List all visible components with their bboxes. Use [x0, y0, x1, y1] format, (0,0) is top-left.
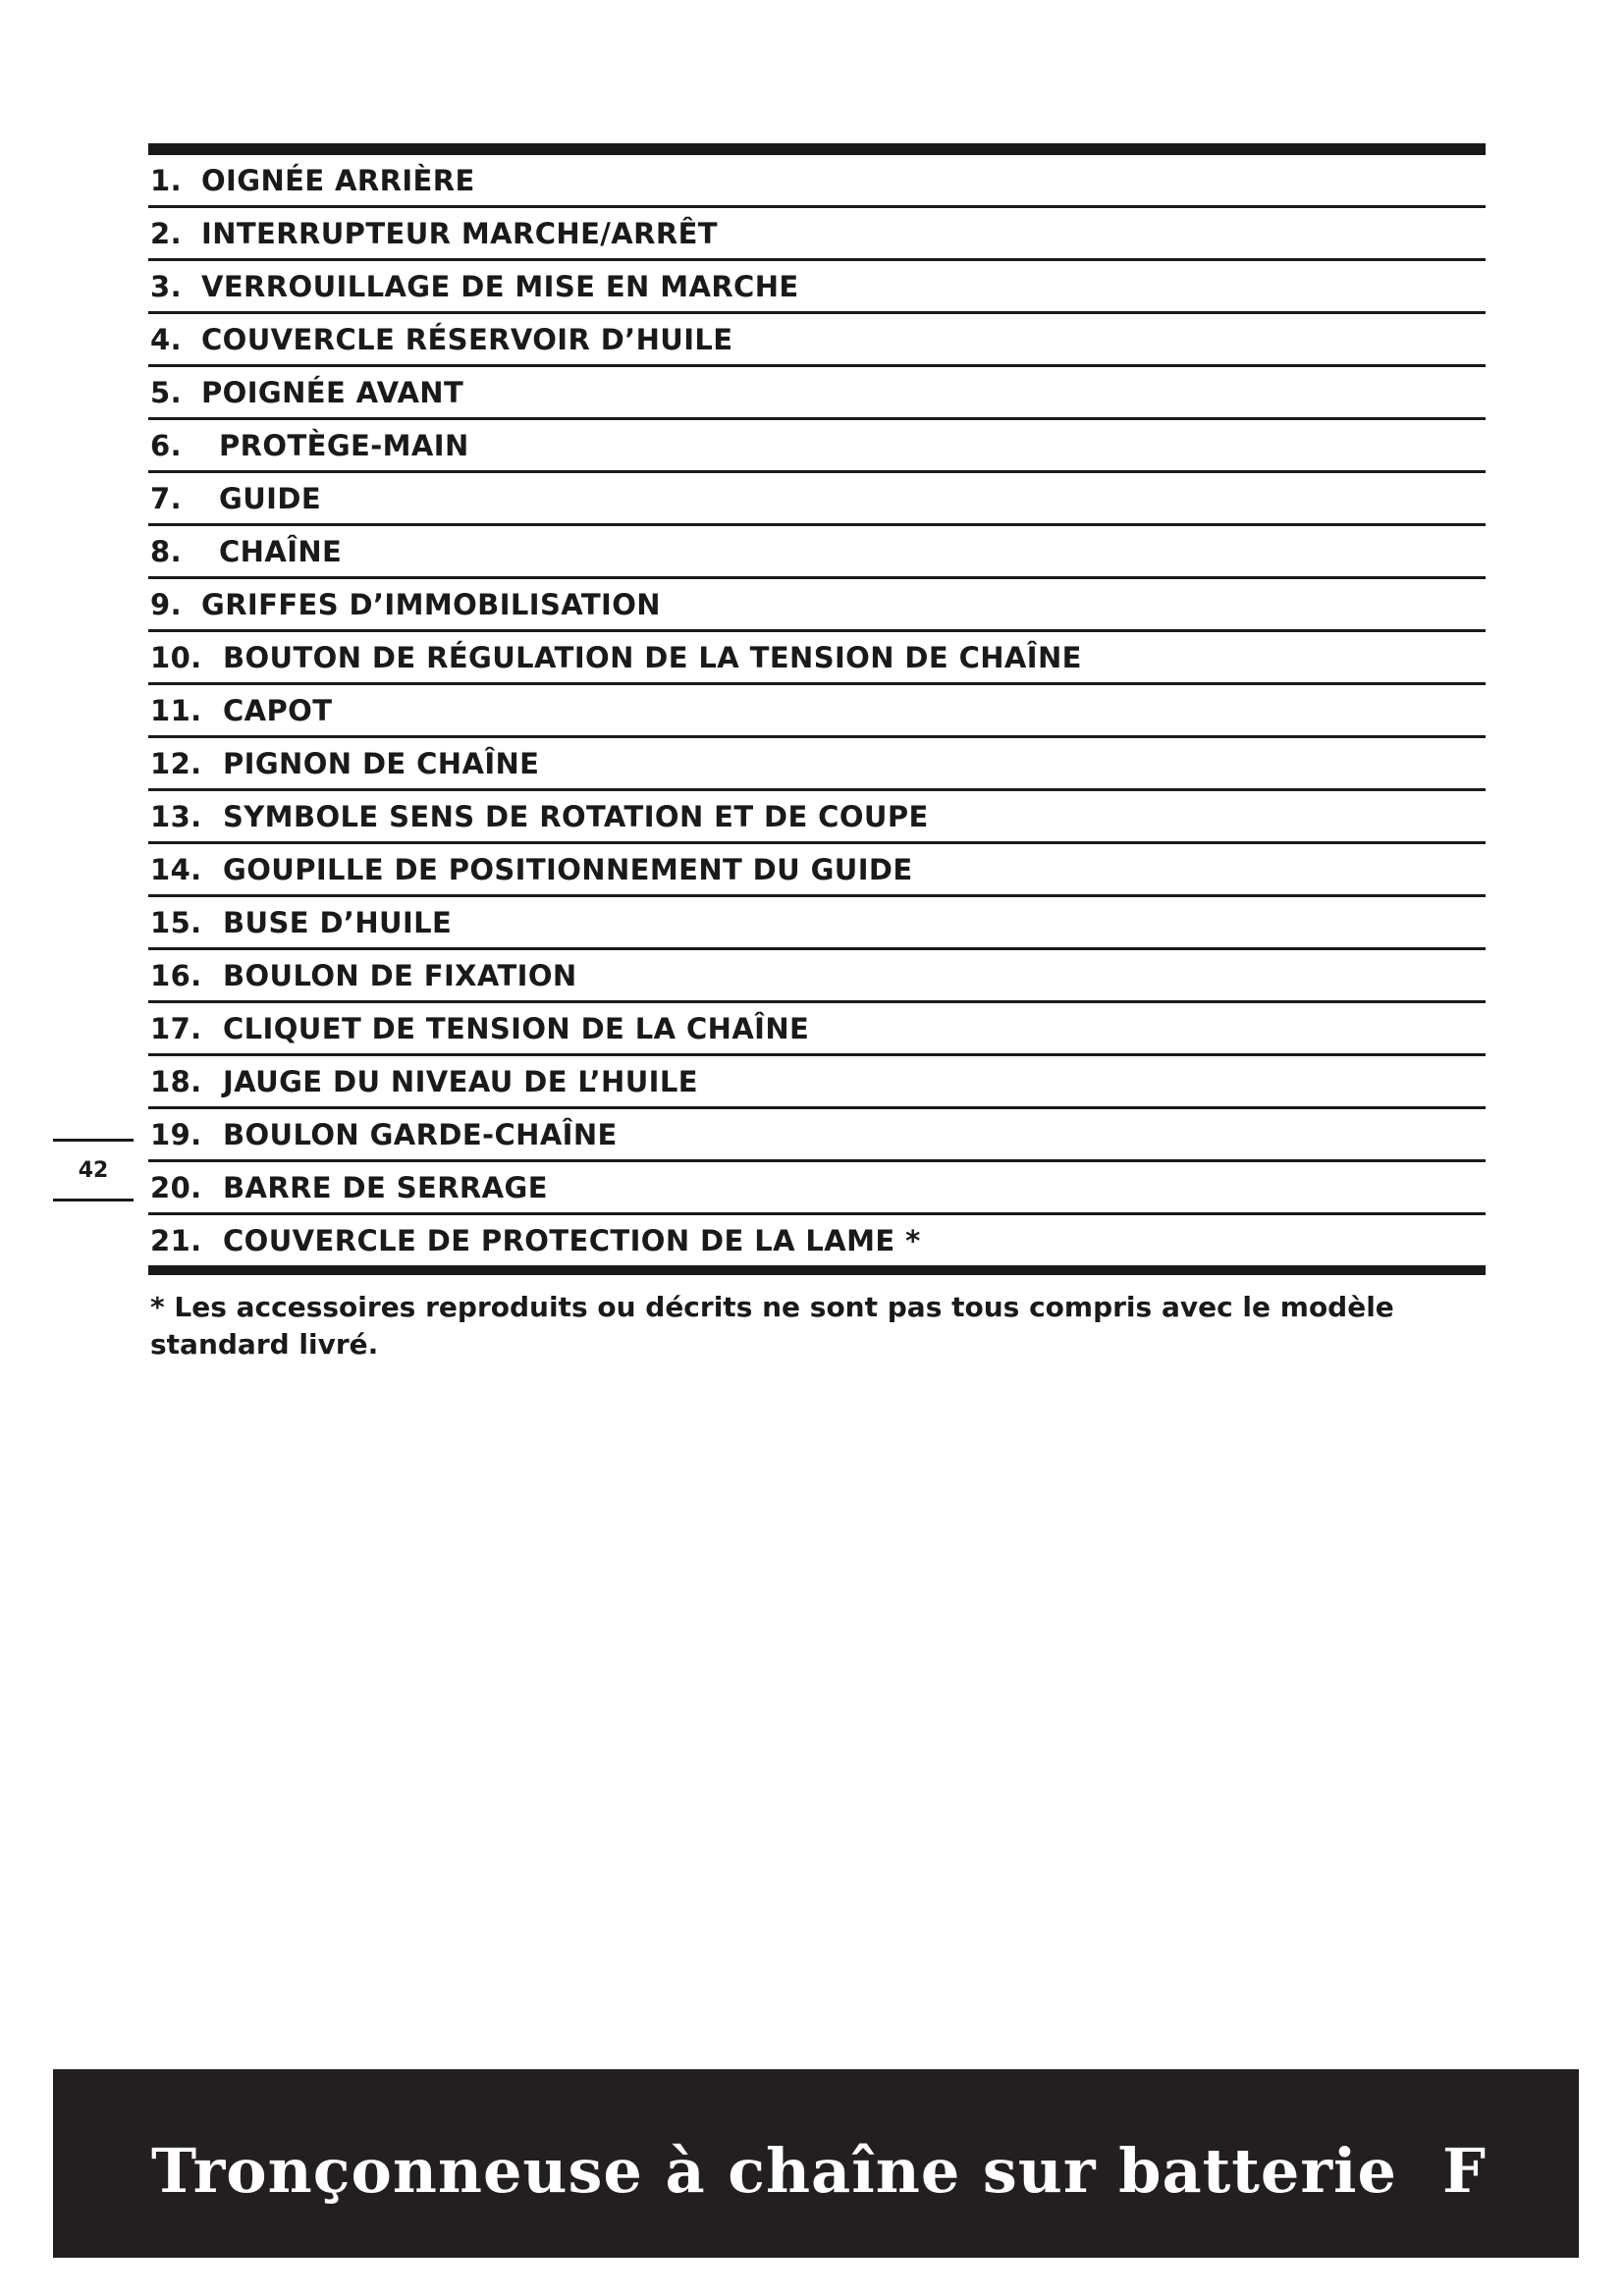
part-number: 20. — [150, 1170, 202, 1204]
parts-rows — [148, 155, 1486, 1265]
part-label: COUVERCLE DE PROTECTION DE LA LAME * — [223, 1223, 921, 1257]
footer-title — [151, 2135, 1487, 2207]
part-label: VERROUILLAGE DE MISE EN MARCHE — [201, 269, 799, 303]
part-number: 13. — [150, 799, 202, 833]
parts-list-item — [148, 579, 1486, 632]
parts-list-item — [148, 208, 1486, 261]
part-label: GOUPILLE DE POSITIONNEMENT DU GUIDE — [223, 852, 913, 886]
part-label: PIGNON DE CHAÎNE — [223, 746, 540, 780]
part-label: BOUTON DE RÉGULATION DE LA TENSION DE CHAÎNE — [223, 640, 1082, 674]
part-label: POIGNÉE AVANT — [201, 375, 464, 409]
part-label: PROTÈGE-MAIN — [219, 428, 469, 462]
top-rule — [148, 143, 1486, 155]
part-number: 9. — [150, 587, 182, 621]
footnote: * Les accessoires reproduits ou décrits ne sont pas tous compris avec le modèle standard livré. — [150, 1291, 1394, 1361]
part-label: BARRE DE SERRAGE — [223, 1170, 548, 1204]
part-number: 4. — [150, 322, 182, 356]
parts-list-item — [148, 1215, 1486, 1265]
part-number: 5. — [150, 375, 182, 409]
part-number: 2. — [150, 216, 182, 250]
footer-title-text: Tronçonneuse à chaîne sur batterie — [151, 2134, 1398, 2207]
parts-list-item — [148, 1056, 1486, 1109]
part-label: CHAÎNE — [219, 534, 343, 568]
parts-list — [148, 143, 1486, 1363]
part-number: 21. — [150, 1223, 202, 1257]
part-number: 15. — [150, 905, 202, 939]
parts-list-item — [148, 632, 1486, 685]
parts-list-item — [148, 844, 1486, 897]
part-number: 6. — [150, 428, 182, 462]
parts-list-item — [148, 1003, 1486, 1056]
parts-list-item — [148, 897, 1486, 950]
part-number: 10. — [150, 640, 202, 674]
page-number: 42 — [53, 1139, 134, 1201]
parts-list-item — [148, 473, 1486, 526]
parts-list-item — [148, 314, 1486, 367]
parts-list-item — [148, 261, 1486, 314]
part-number: 3. — [150, 269, 182, 303]
part-number: 8. — [150, 534, 182, 568]
parts-list-item — [148, 367, 1486, 420]
parts-list-item — [148, 738, 1486, 791]
part-number: 1. — [150, 163, 182, 197]
parts-list-item — [148, 1109, 1486, 1162]
parts-list-item — [148, 420, 1486, 473]
part-label: BOULON DE FIXATION — [223, 958, 577, 992]
part-label: JAUGE DU NIVEAU DE L’HUILE — [223, 1064, 698, 1098]
part-number: 19. — [150, 1117, 202, 1151]
part-label: SYMBOLE SENS DE ROTATION ET DE COUPE — [223, 799, 929, 833]
part-number: 11. — [150, 693, 202, 727]
part-number: 17. — [150, 1011, 202, 1045]
part-label: INTERRUPTEUR MARCHE/ARRÊT — [201, 216, 718, 250]
parts-list-item — [148, 685, 1486, 738]
part-number: 12. — [150, 746, 202, 780]
part-number: 16. — [150, 958, 202, 992]
part-label: BOULON GARDE-CHAÎNE — [223, 1117, 618, 1151]
part-number: 18. — [150, 1064, 202, 1098]
part-label: CAPOT — [223, 693, 333, 727]
footer-language-code: F — [1442, 2134, 1488, 2207]
part-label: OIGNÉE ARRIÈRE — [201, 163, 475, 197]
parts-list-item — [148, 526, 1486, 579]
part-label: CLIQUET DE TENSION DE LA CHAÎNE — [223, 1011, 810, 1045]
part-number: 7. — [150, 481, 182, 515]
part-label: GRIFFES D’IMMOBILISATION — [201, 587, 661, 621]
parts-list-item — [148, 1162, 1486, 1215]
bottom-rule — [148, 1265, 1486, 1275]
parts-list-item — [148, 950, 1486, 1003]
part-label: BUSE D’HUILE — [223, 905, 453, 939]
part-number: 14. — [150, 852, 202, 886]
part-label: COUVERCLE RÉSERVOIR D’HUILE — [201, 322, 733, 356]
parts-list-item — [148, 791, 1486, 844]
part-label: GUIDE — [219, 481, 322, 515]
footer-band — [53, 2069, 1579, 2258]
parts-list-item — [148, 155, 1486, 208]
